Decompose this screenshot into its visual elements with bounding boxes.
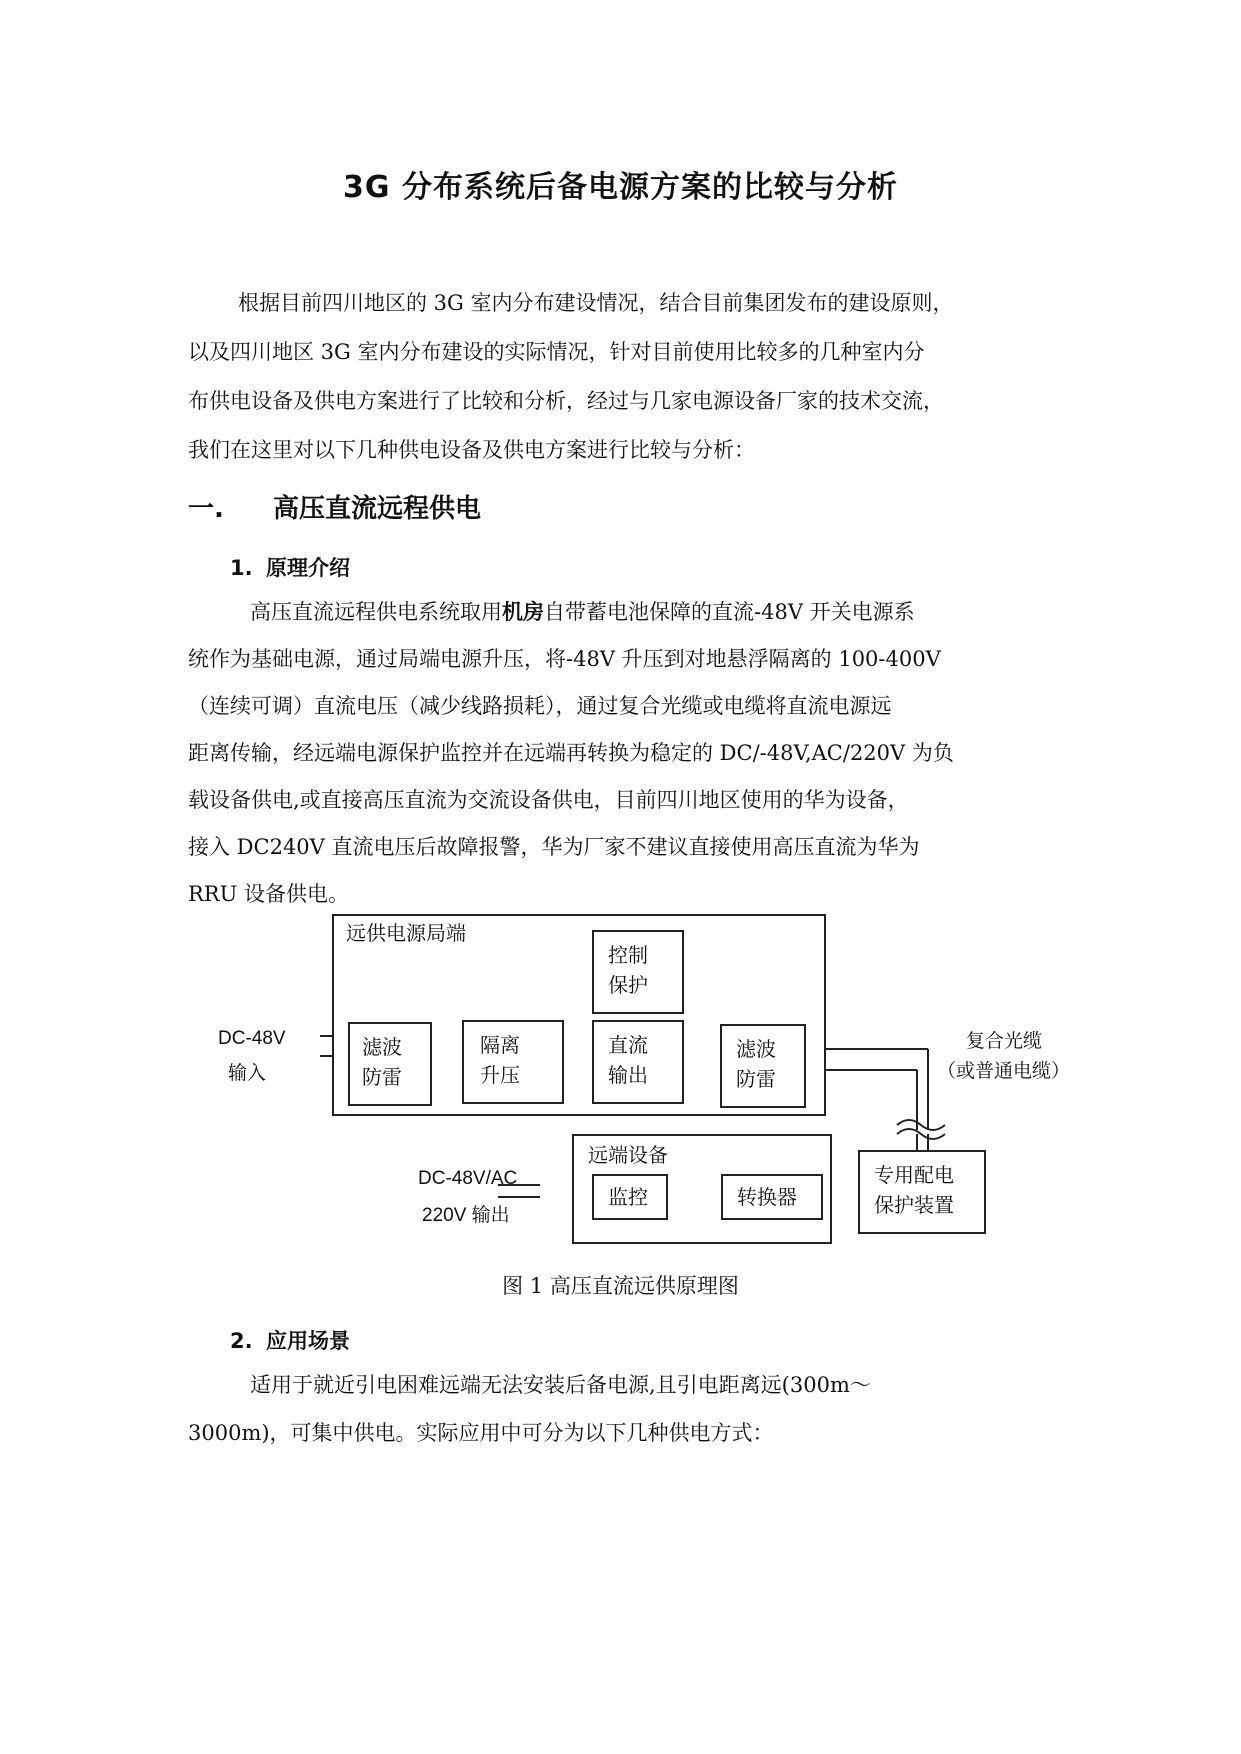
monitor-label: 监控 — [608, 1185, 648, 1209]
converter-label: 转换器 — [737, 1185, 797, 1209]
break-mark-2 — [897, 1129, 945, 1139]
section-number: 一. — [188, 494, 224, 524]
intro-line-1: 根据目前四川地区的 3G 室内分布建设情况，结合目前集团发布的建设原则， — [238, 291, 954, 315]
principle-line-6: 接入 DC240V 直流电压后故障报警，华为厂家不建议直接使用高压直流为华为 — [188, 835, 920, 859]
principle-line-2: 统作为基础电源，通过局端电源升压，将-48V 升压到对地悬浮隔离的 100-400V — [188, 647, 941, 671]
isolation-boost-box — [462, 1020, 564, 1104]
section-heading-1 — [188, 488, 481, 525]
protection-device-box — [858, 1150, 986, 1234]
control-protection-box — [592, 930, 684, 1014]
principle-line-3: （连续可调）直流电压（减少线路损耗），通过复合光缆或电缆将直流电源远 — [188, 694, 892, 718]
subheading-number: 2. — [230, 1329, 253, 1353]
monitor-box — [592, 1174, 668, 1220]
filter-input-box — [348, 1022, 432, 1106]
subheading-title: 原理介绍 — [266, 556, 350, 580]
output-label-2: 220V 输出 — [422, 1205, 510, 1226]
scenario-line-1: 适用于就近引电困难远端无法安装后备电源,且引电距离远(300m～ — [250, 1373, 871, 1397]
subheading-title: 应用场景 — [266, 1329, 350, 1353]
figure-caption: 图 1 高压直流远供原理图 — [502, 1274, 739, 1298]
converter-box — [721, 1174, 823, 1220]
intro-line-3: 布供电设备及供电方案进行了比较和分析，经过与几家电源设备厂家的技术交流， — [188, 389, 944, 413]
principle-line-1-post: 自带蓄电池保障的直流-48V 开关电源系 — [544, 600, 915, 624]
break-mark-1 — [897, 1120, 945, 1130]
central-office-label: 远供电源局端 — [346, 921, 466, 945]
principle-line-1-pre: 高压直流远程供电系统取用 — [250, 600, 502, 624]
principle-line-1 — [250, 597, 915, 627]
cable-label-2: （或普通电缆） — [937, 1060, 1071, 1082]
principle-diagram — [200, 920, 1100, 1250]
principle-line-5: 载设备供电,或直接高压直流为交流设备供电，目前四川地区使用的华为设备， — [188, 788, 909, 812]
remote-equipment-label: 远端设备 — [588, 1143, 668, 1167]
protection-device-label: 专用配电 保护装置 — [874, 1163, 954, 1217]
output-label-1: DC-48V/AC — [418, 1168, 518, 1189]
dc-output-label: 直流 输出 — [608, 1033, 648, 1087]
principle-line-4: 距离传输，经远端电源保护监控并在远端再转换为稳定的 DC/-48V,AC/220V 为负 — [188, 741, 954, 765]
subheading-principle — [230, 552, 350, 582]
input-label-2: 输入 — [228, 1062, 267, 1084]
control-protection-label: 控制 保护 — [608, 943, 648, 997]
cable-label-1: 复合光缆 — [966, 1030, 1043, 1052]
subheading-number: 1. — [230, 556, 253, 580]
intro-line-2: 以及四川地区 3G 室内分布建设的实际情况，针对目前使用比较多的几种室内分 — [188, 340, 925, 364]
filter-output-label: 滤波 防雷 — [736, 1037, 776, 1091]
principle-line-1-bold: 机房 — [502, 600, 544, 624]
isolation-boost-label: 隔离 升压 — [480, 1033, 520, 1087]
section-title: 高压直流远程供电 — [273, 494, 482, 524]
intro-line-4: 我们在这里对以下几种供电设备及供电方案进行比较与分析： — [188, 438, 755, 462]
scenario-line-2: 3000m)，可集中供电。实际应用中可分为以下几种供电方式： — [188, 1421, 774, 1445]
filter-output-box — [720, 1024, 806, 1108]
principle-line-7: RRU 设备供电。 — [188, 882, 349, 906]
filter-input-label: 滤波 防雷 — [362, 1035, 402, 1089]
subheading-scenario — [230, 1325, 350, 1355]
page-title: 3G 分布系统后备电源方案的比较与分析 — [343, 170, 898, 205]
input-label-1: DC-48V — [218, 1028, 286, 1049]
dc-output-box — [592, 1020, 684, 1104]
